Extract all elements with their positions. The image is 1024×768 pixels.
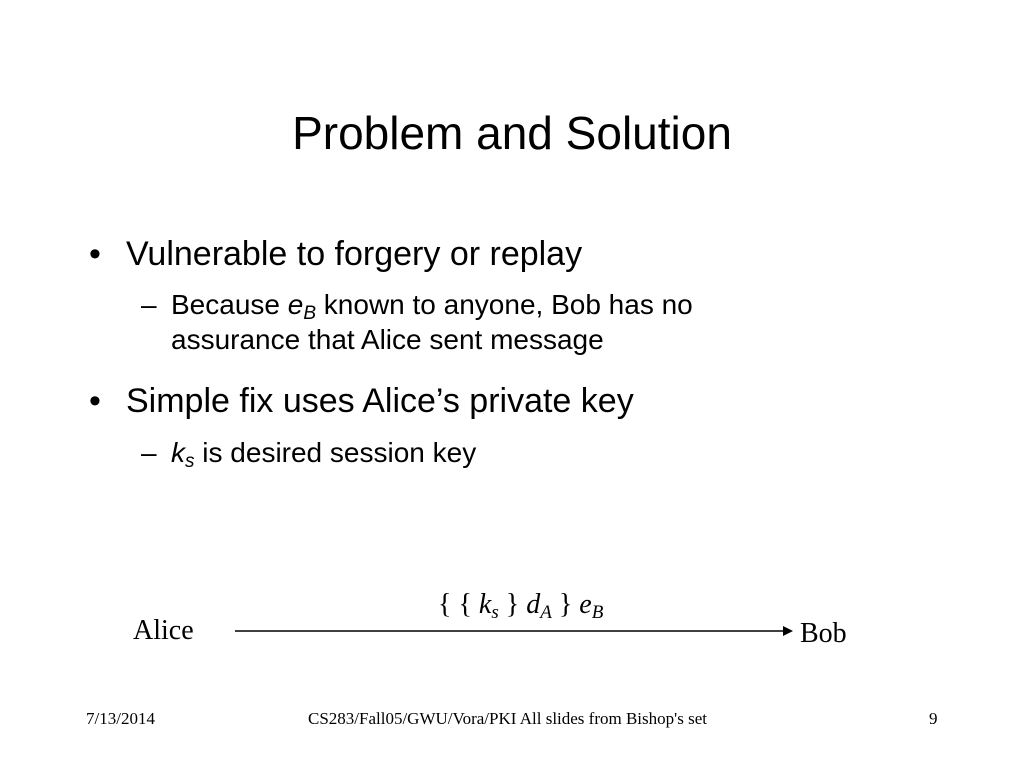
bullet-1 [89, 234, 583, 274]
receiver-bob: Bob [800, 618, 847, 649]
footer-center: CS283/Fall05/GWU/Vora/PKI All slides from Bishop's set [308, 709, 707, 728]
sub-bullet-2 [141, 435, 477, 473]
footer-date: 7/13/2014 [86, 709, 155, 728]
message-arrow [235, 621, 795, 641]
bullet-mark: • [89, 235, 101, 273]
message-label [438, 588, 603, 622]
message-close-brace-1: } [498, 589, 527, 620]
bullet-1-text: Vulnerable to forgery or replay [126, 235, 583, 273]
message-e-subscript: B [591, 602, 604, 624]
var-k-subscript: s [185, 451, 195, 473]
sender-alice: Alice [133, 615, 194, 646]
slide-title: Problem and Solution [292, 107, 732, 159]
message-k-subscript: s [491, 602, 499, 624]
message-d-subscript: A [540, 602, 552, 624]
bullet-2 [89, 381, 634, 421]
sub-bullet-1 [141, 287, 871, 357]
sub-bullet-1-prefix: Because [171, 289, 288, 320]
sub-bullet-mark: – [141, 437, 157, 468]
message-close-brace-2: } [551, 589, 580, 620]
var-k: k [171, 437, 185, 468]
message-k: k [478, 589, 492, 620]
sub-bullet-2-rest: is desired session key [194, 437, 477, 468]
footer-page-number: 9 [929, 709, 938, 728]
bullet-mark: • [89, 382, 101, 420]
sub-bullet-1-line2: assurance that Alice sent message [171, 324, 604, 355]
sub-bullet-1-rest: known to anyone, Bob has no [316, 289, 693, 320]
var-e-subscript: B [303, 303, 317, 325]
sub-bullet-1-line1 [171, 287, 871, 325]
message-d: d [526, 589, 541, 620]
message-e: e [579, 589, 592, 620]
sub-bullet-mark: – [141, 289, 157, 320]
message-open-braces: { { [438, 589, 479, 620]
bullet-2-text: Simple fix uses Alice’s private key [126, 382, 634, 420]
var-e: e [287, 289, 304, 320]
